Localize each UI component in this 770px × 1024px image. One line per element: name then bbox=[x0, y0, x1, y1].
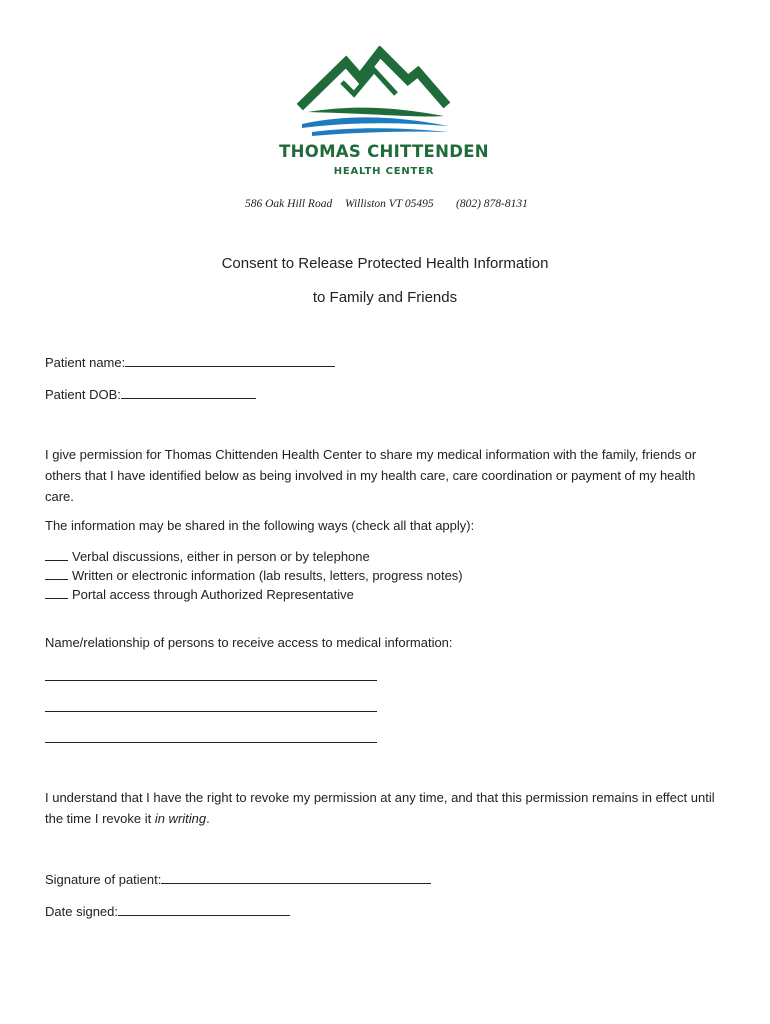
revoke-paragraph bbox=[45, 787, 725, 829]
address-street: 586 Oak Hill Road bbox=[245, 198, 333, 210]
patient-dob-label: Patient DOB: bbox=[45, 387, 121, 402]
person-line-2[interactable] bbox=[45, 711, 377, 712]
date-row bbox=[45, 902, 290, 919]
document-subtitle: to Family and Friends bbox=[312, 289, 458, 306]
revoke-end: . bbox=[206, 811, 210, 826]
person-line-1[interactable] bbox=[45, 680, 377, 681]
signature-row bbox=[45, 870, 431, 887]
revoke-italic: in writing bbox=[154, 811, 207, 826]
document-title: Consent to Release Protected Health Information bbox=[221, 255, 549, 272]
date-label: Date signed: bbox=[45, 904, 118, 919]
patient-name-field[interactable] bbox=[125, 353, 335, 367]
signature-field[interactable] bbox=[161, 870, 431, 884]
address-city: Williston VT 05495 bbox=[345, 198, 434, 210]
phone-number: (802) 878-8131 bbox=[456, 198, 528, 210]
org-name: THOMAS CHITTENDEN bbox=[279, 142, 489, 161]
mountain-logo-icon bbox=[248, 46, 520, 138]
option-written-label: Written or electronic information (lab results, letters, progress notes) bbox=[72, 568, 463, 583]
date-field[interactable] bbox=[118, 902, 290, 916]
option-verbal bbox=[45, 548, 370, 564]
persons-label: Name/relationship of persons to receive access to medical information: bbox=[45, 635, 453, 650]
patient-dob-row bbox=[45, 385, 256, 402]
org-subtitle: HEALTH CENTER bbox=[333, 166, 435, 177]
option-portal bbox=[45, 586, 354, 602]
checkbox-written[interactable] bbox=[45, 567, 68, 580]
patient-name-label: Patient name: bbox=[45, 355, 126, 370]
option-portal-label: Portal access through Authorized Representative bbox=[72, 587, 354, 602]
checkbox-verbal[interactable] bbox=[45, 548, 68, 561]
option-written bbox=[45, 567, 463, 583]
patient-dob-field[interactable] bbox=[121, 385, 256, 399]
signature-label: Signature of patient: bbox=[45, 872, 162, 887]
option-verbal-label: Verbal discussions, either in person or by telephone bbox=[72, 549, 370, 564]
revoke-text: I understand that I have the right to revoke my permission at any time, and that this permission remains in effect until the time I revoke it bbox=[45, 790, 715, 826]
ways-intro: The information may be shared in the following ways (check all that apply): bbox=[45, 518, 475, 533]
logo bbox=[248, 46, 520, 184]
patient-name-row bbox=[45, 353, 335, 370]
checkbox-portal[interactable] bbox=[45, 586, 68, 599]
person-line-3[interactable] bbox=[45, 742, 377, 743]
permission-paragraph: I give permission for Thomas Chittenden Health Center to share my medical information with the family, friends or others that I have identified below as being involved in my health care, care coordination or payment of my health care. bbox=[45, 447, 697, 504]
